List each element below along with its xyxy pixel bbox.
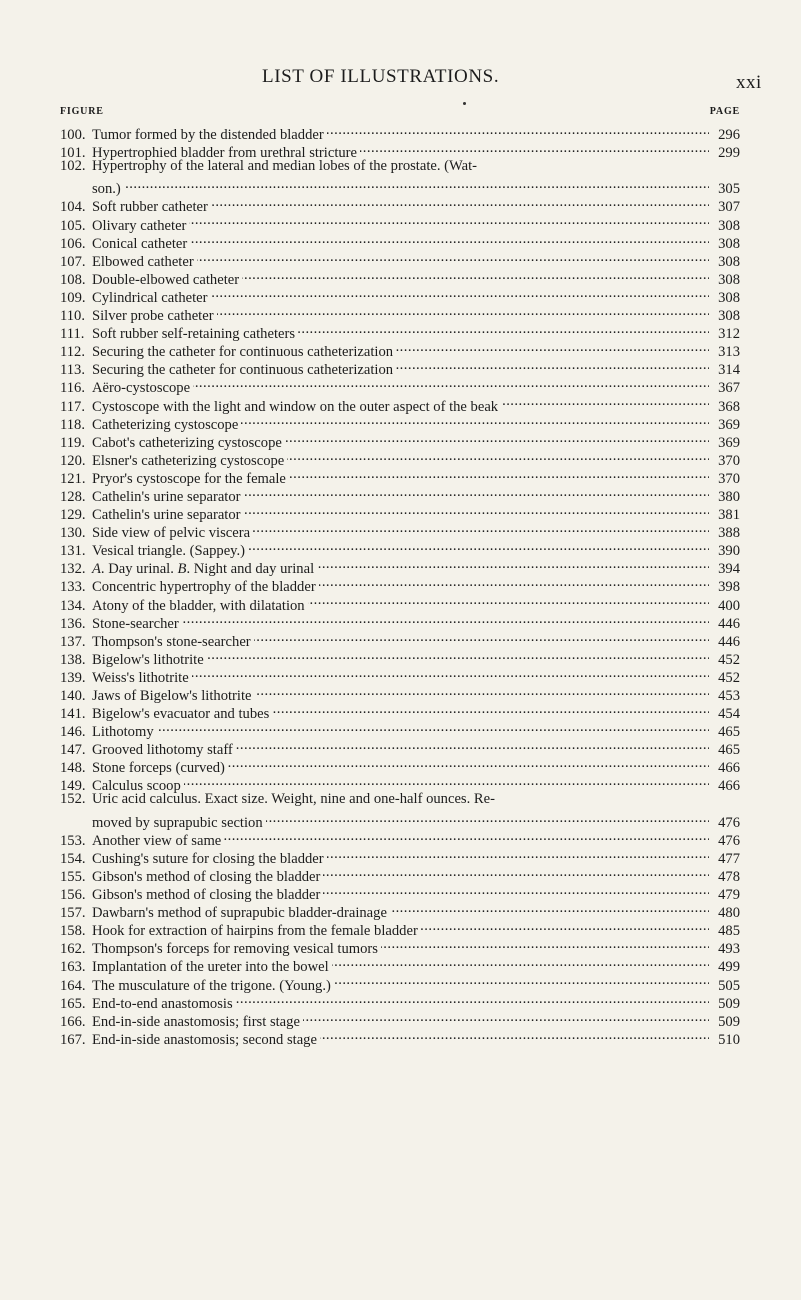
figure-number: 157. [60,905,86,922]
leader-dots [327,845,709,863]
figure-number: 106. [60,235,86,252]
entry-title [92,560,314,578]
figure-number: 109. [60,289,86,306]
page-number-ref: 296 [718,127,740,144]
figure-number: 113. [60,362,85,379]
figure-number: 117. [60,398,85,415]
leader-dots [327,121,709,139]
entry-title: Hypertrophy of the lateral and median lobes of the prostate. (Wat- [92,158,478,175]
leader-dots [217,302,709,320]
figure-number: 110. [60,308,85,325]
page-number-ref: 476 [718,832,740,849]
column-headers [60,106,740,120]
entry-title: Stone forceps (curved) [92,760,225,777]
entry-title: Uric acid calculus. Exact size. Weight, nine and one-half ounces. Re- [92,791,495,808]
figure-number: 107. [60,253,86,270]
leader-dots [381,935,709,953]
page-number-ref: 314 [718,362,740,379]
entry-title: Silver probe catheter [92,308,214,325]
entry-title: Implantation of the ureter into the bowel [92,959,329,976]
figure-number: 120. [60,452,86,469]
leader-dots [360,139,709,157]
page-number-ref: 367 [718,380,740,397]
figure-number: 147. [60,742,86,759]
page-number-ref: 452 [718,651,740,668]
page-number-ref: 388 [718,525,740,542]
figure-number: 121. [60,470,86,487]
page-number-ref: 477 [718,850,740,867]
leader-dots [323,863,709,881]
entry-line [60,736,740,759]
leader-dots [298,320,709,338]
list-item [60,790,740,831]
page-number-ref: 466 [718,778,740,795]
entry-title: Stone-searcher [92,615,179,632]
entry-title-label-b: B [177,561,187,578]
page-number-ref: 465 [718,724,740,741]
leader-dots [241,411,709,429]
entry-title: Olivary catheter [92,217,187,234]
figure-number: 101. [60,145,86,162]
leader-dots [182,610,709,628]
figure-number: 162. [60,941,86,958]
entry-title: Elsner's catheterizing cystoscope [92,452,285,469]
page-number-ref: 480 [718,905,740,922]
leader-dots [396,338,709,356]
leader-dots [289,465,709,483]
page-number-ref: 308 [718,308,740,325]
entry-title: The musculature of the trigone. (Young.) [92,977,331,994]
leader-dots [317,555,709,573]
entry-title: Another view of same [92,832,222,849]
entry-title: Securing the catheter for continuous catheterization [92,362,394,379]
page-column-header: PAGE [709,106,740,117]
page-number-ref: 510 [718,1031,740,1048]
figure-number: 105. [60,217,86,234]
leader-dots [303,1008,709,1026]
page-number-ref: 370 [718,470,740,487]
page-number-ref: 398 [718,579,740,596]
page-number-ref: 446 [718,615,740,632]
figure-number: 146. [60,724,86,741]
page-number-ref: 446 [718,633,740,650]
figure-number: 141. [60,706,86,723]
leader-dots [192,664,709,682]
page-number-ref: 308 [718,217,740,234]
leader-dots [285,429,709,447]
entry-title: Cathelin's urine separator [92,507,241,524]
figure-number: 166. [60,1013,86,1030]
entry-title: Thompson's forceps for removing vesical tumors [92,941,378,958]
leader-dots [319,573,709,591]
leader-dots [228,754,709,772]
entry-title: Lithotomy [92,724,154,741]
entry-title: Hypertrophied bladder from urethral stricture [92,145,358,162]
entry-title: End-to-end anastomosis [92,995,233,1012]
entry-title: Cystoscope with the light and window on the outer aspect of the beak [92,398,499,415]
list-item [60,718,740,741]
figure-number: 153. [60,832,86,849]
leader-dots [242,266,709,284]
figure-number: 138. [60,651,86,668]
entry-title-continued: moved by suprapubic section [92,814,263,831]
page-number-ref: 308 [718,289,740,306]
page-number-ref: 369 [718,416,740,433]
leader-dots [501,392,709,410]
figure-number: 104. [60,199,86,216]
page-number-ref: 299 [718,145,740,162]
entry-title: Double-elbowed catheter [92,271,240,288]
leader-dots [207,646,709,664]
figure-number: 136. [60,615,86,632]
figure-number: 148. [60,760,86,777]
page-number-ref: 308 [718,271,740,288]
page-number-ref: 453 [718,688,740,704]
figure-number: 165. [60,995,86,1012]
leader-dots [224,827,709,845]
leader-dots [190,230,709,248]
page-number-ref: 499 [718,959,740,976]
entry-title: Side view of pelvic viscera [92,525,251,542]
leader-dots [210,284,709,302]
entry-title: Gibson's method of closing the bladder [92,868,321,885]
entry-first-line [60,157,740,175]
figure-number: 130. [60,525,86,542]
leader-dots [254,628,709,646]
leader-dots [236,990,709,1008]
entry-title: Jaws of Bigelow's lithotrite [92,688,252,704]
leader-dots [308,591,709,609]
entry-title: End-in-side anastomosis; second stage [92,1031,317,1048]
entry-title: Cylindrical catheter [92,289,208,306]
figure-number: 139. [60,669,86,686]
entry-title: Dawbarn's method of suprapubic bladder-drainage [92,905,387,922]
list-item [60,736,740,759]
figure-number: 131. [60,543,86,560]
leader-dots [244,501,709,519]
running-title: LIST OF ILLUSTRATIONS. [262,66,500,87]
entry-title: Calculus scoop [92,778,181,795]
entry-title: Securing the catheter for continuous catheterization [92,344,394,361]
page-number-ref: 485 [718,923,740,940]
entry-title: Weiss's lithotrite [92,669,189,686]
leader-dots [287,447,709,465]
entry-title: Concentric hypertrophy of the bladder [92,579,316,596]
entry-title: Cushing's suture for closing the bladder [92,850,324,867]
figure-column-header: FIGURE [60,106,104,117]
page-number-ref: 466 [718,760,740,777]
page-number-ref: 476 [718,814,740,831]
page-number-ref: 493 [718,941,740,958]
page-number-ref: 509 [718,1013,740,1030]
figure-number: 137. [60,633,86,650]
page-number-ref: 308 [718,235,740,252]
figure-number: 140. [60,688,86,704]
figure-number: 132. [60,561,86,578]
figure-number: 112. [60,344,85,361]
figure-number: 119. [60,434,85,451]
entry-line [60,193,740,216]
leader-dots [244,483,709,501]
page-number-ref: 509 [718,995,740,1012]
entry-continuation [60,809,740,831]
leader-dots [272,700,709,718]
figure-number: 163. [60,959,86,976]
page-number-ref: 370 [718,452,740,469]
leader-dots [323,881,709,899]
page-number-ref: 312 [718,326,740,343]
page-number-ref: 478 [718,868,740,885]
page-number-ref: 465 [718,742,740,759]
entry-title: End-in-side anastomosis; first stage [92,1013,300,1030]
leader-dots [320,1026,709,1044]
entry-line [60,121,740,144]
list-item [60,121,740,144]
page-header [0,66,801,93]
leader-dots [184,772,709,790]
figure-number: 102. [60,158,86,175]
figure-number: 154. [60,850,86,867]
entry-title: Pryor's cystoscope for the female [92,470,286,487]
figure-number: 133. [60,579,86,596]
figure-number: 128. [60,488,86,505]
entry-title-part: . Night and day urinal [186,561,315,578]
page-number-ref: 308 [718,253,740,270]
figure-number: 167. [60,1031,86,1048]
page-number-ref: 394 [718,561,740,578]
entry-line [60,718,740,741]
page-number-ref: 380 [718,488,740,505]
entry-title: Catheterizing cystoscope [92,416,239,433]
page-number-ref: 313 [718,344,740,361]
figure-number: 118. [60,416,85,433]
list-item [60,157,740,198]
entry-continuation [60,175,740,198]
entry-title: Conical catheter [92,235,188,252]
page-number-ref: 307 [718,199,740,216]
figure-number: 116. [60,380,85,397]
list-item [60,193,740,216]
page-number-ref: 400 [718,597,740,614]
leader-dots [421,917,709,935]
leader-dots [266,809,709,827]
page-number-ref: 369 [718,434,740,451]
page-number-ref: 381 [718,507,740,524]
entry-title: Hook for extraction of hairpins from the female bladder [92,923,418,940]
leader-dots [197,248,709,266]
entry-title: Bigelow's lithotrite [92,651,204,668]
illustrations-list [60,121,740,1048]
figure-number: 155. [60,868,86,885]
entry-title-part: . Day urinal. [100,561,178,578]
entry-title: Cabot's catheterizing cystoscope [92,434,282,451]
entry-title: Vesical triangle. (Sappey.) [92,543,246,560]
print-mark [463,102,466,105]
leader-dots [253,519,709,537]
page-number-ref: 305 [718,181,740,198]
leader-dots [124,175,709,193]
figure-number: 149. [60,778,86,795]
page-number-ref: 390 [718,543,740,560]
leader-dots [332,953,709,971]
entry-first-line [60,790,740,808]
figure-number: 134. [60,597,86,614]
leader-dots [157,718,709,736]
figure-number: 156. [60,887,86,904]
leader-dots [193,374,709,392]
entry-title: Elbowed catheter [92,253,194,270]
entry-title: Tumor formed by the distended bladder [92,127,324,144]
figure-number: 164. [60,977,86,994]
figure-number: 129. [60,507,86,524]
page-number-ref: 505 [718,977,740,994]
figure-number: 152. [60,791,86,808]
leader-dots [390,899,709,917]
entry-title: Aëro-cystoscope [92,380,191,397]
entry-title: Soft rubber catheter [92,199,208,216]
entry-title: Bigelow's evacuator and tubes [92,706,270,723]
entry-title: Cathelin's urine separator [92,488,241,505]
entry-title-continued: son.) [92,181,121,198]
leader-dots [211,193,709,211]
entry-title: Grooved lithotomy staff [92,742,233,759]
entry-title: Atony of the bladder, with dilatation [92,597,305,614]
figure-number: 111. [60,326,85,343]
leader-dots [248,537,709,555]
page-number-ref: 452 [718,669,740,686]
page-number-ref: 479 [718,887,740,904]
page-number-ref: 454 [718,706,740,723]
figure-number: 108. [60,271,86,288]
entry-title: Soft rubber self-retaining catheters [92,326,296,343]
entry-title: Gibson's method of closing the bladder [92,887,321,904]
entry-title-label-a: A [92,561,101,578]
leader-dots [236,736,709,754]
leader-dots [396,356,709,374]
figure-number: 100. [60,127,86,144]
leader-dots [189,211,709,229]
page-number: xxi [736,72,762,93]
leader-dots [334,971,709,989]
page-number-ref: 368 [718,398,740,415]
leader-dots [255,682,710,700]
entry-title: Thompson's stone-searcher [92,633,251,650]
figure-number: 158. [60,923,86,940]
